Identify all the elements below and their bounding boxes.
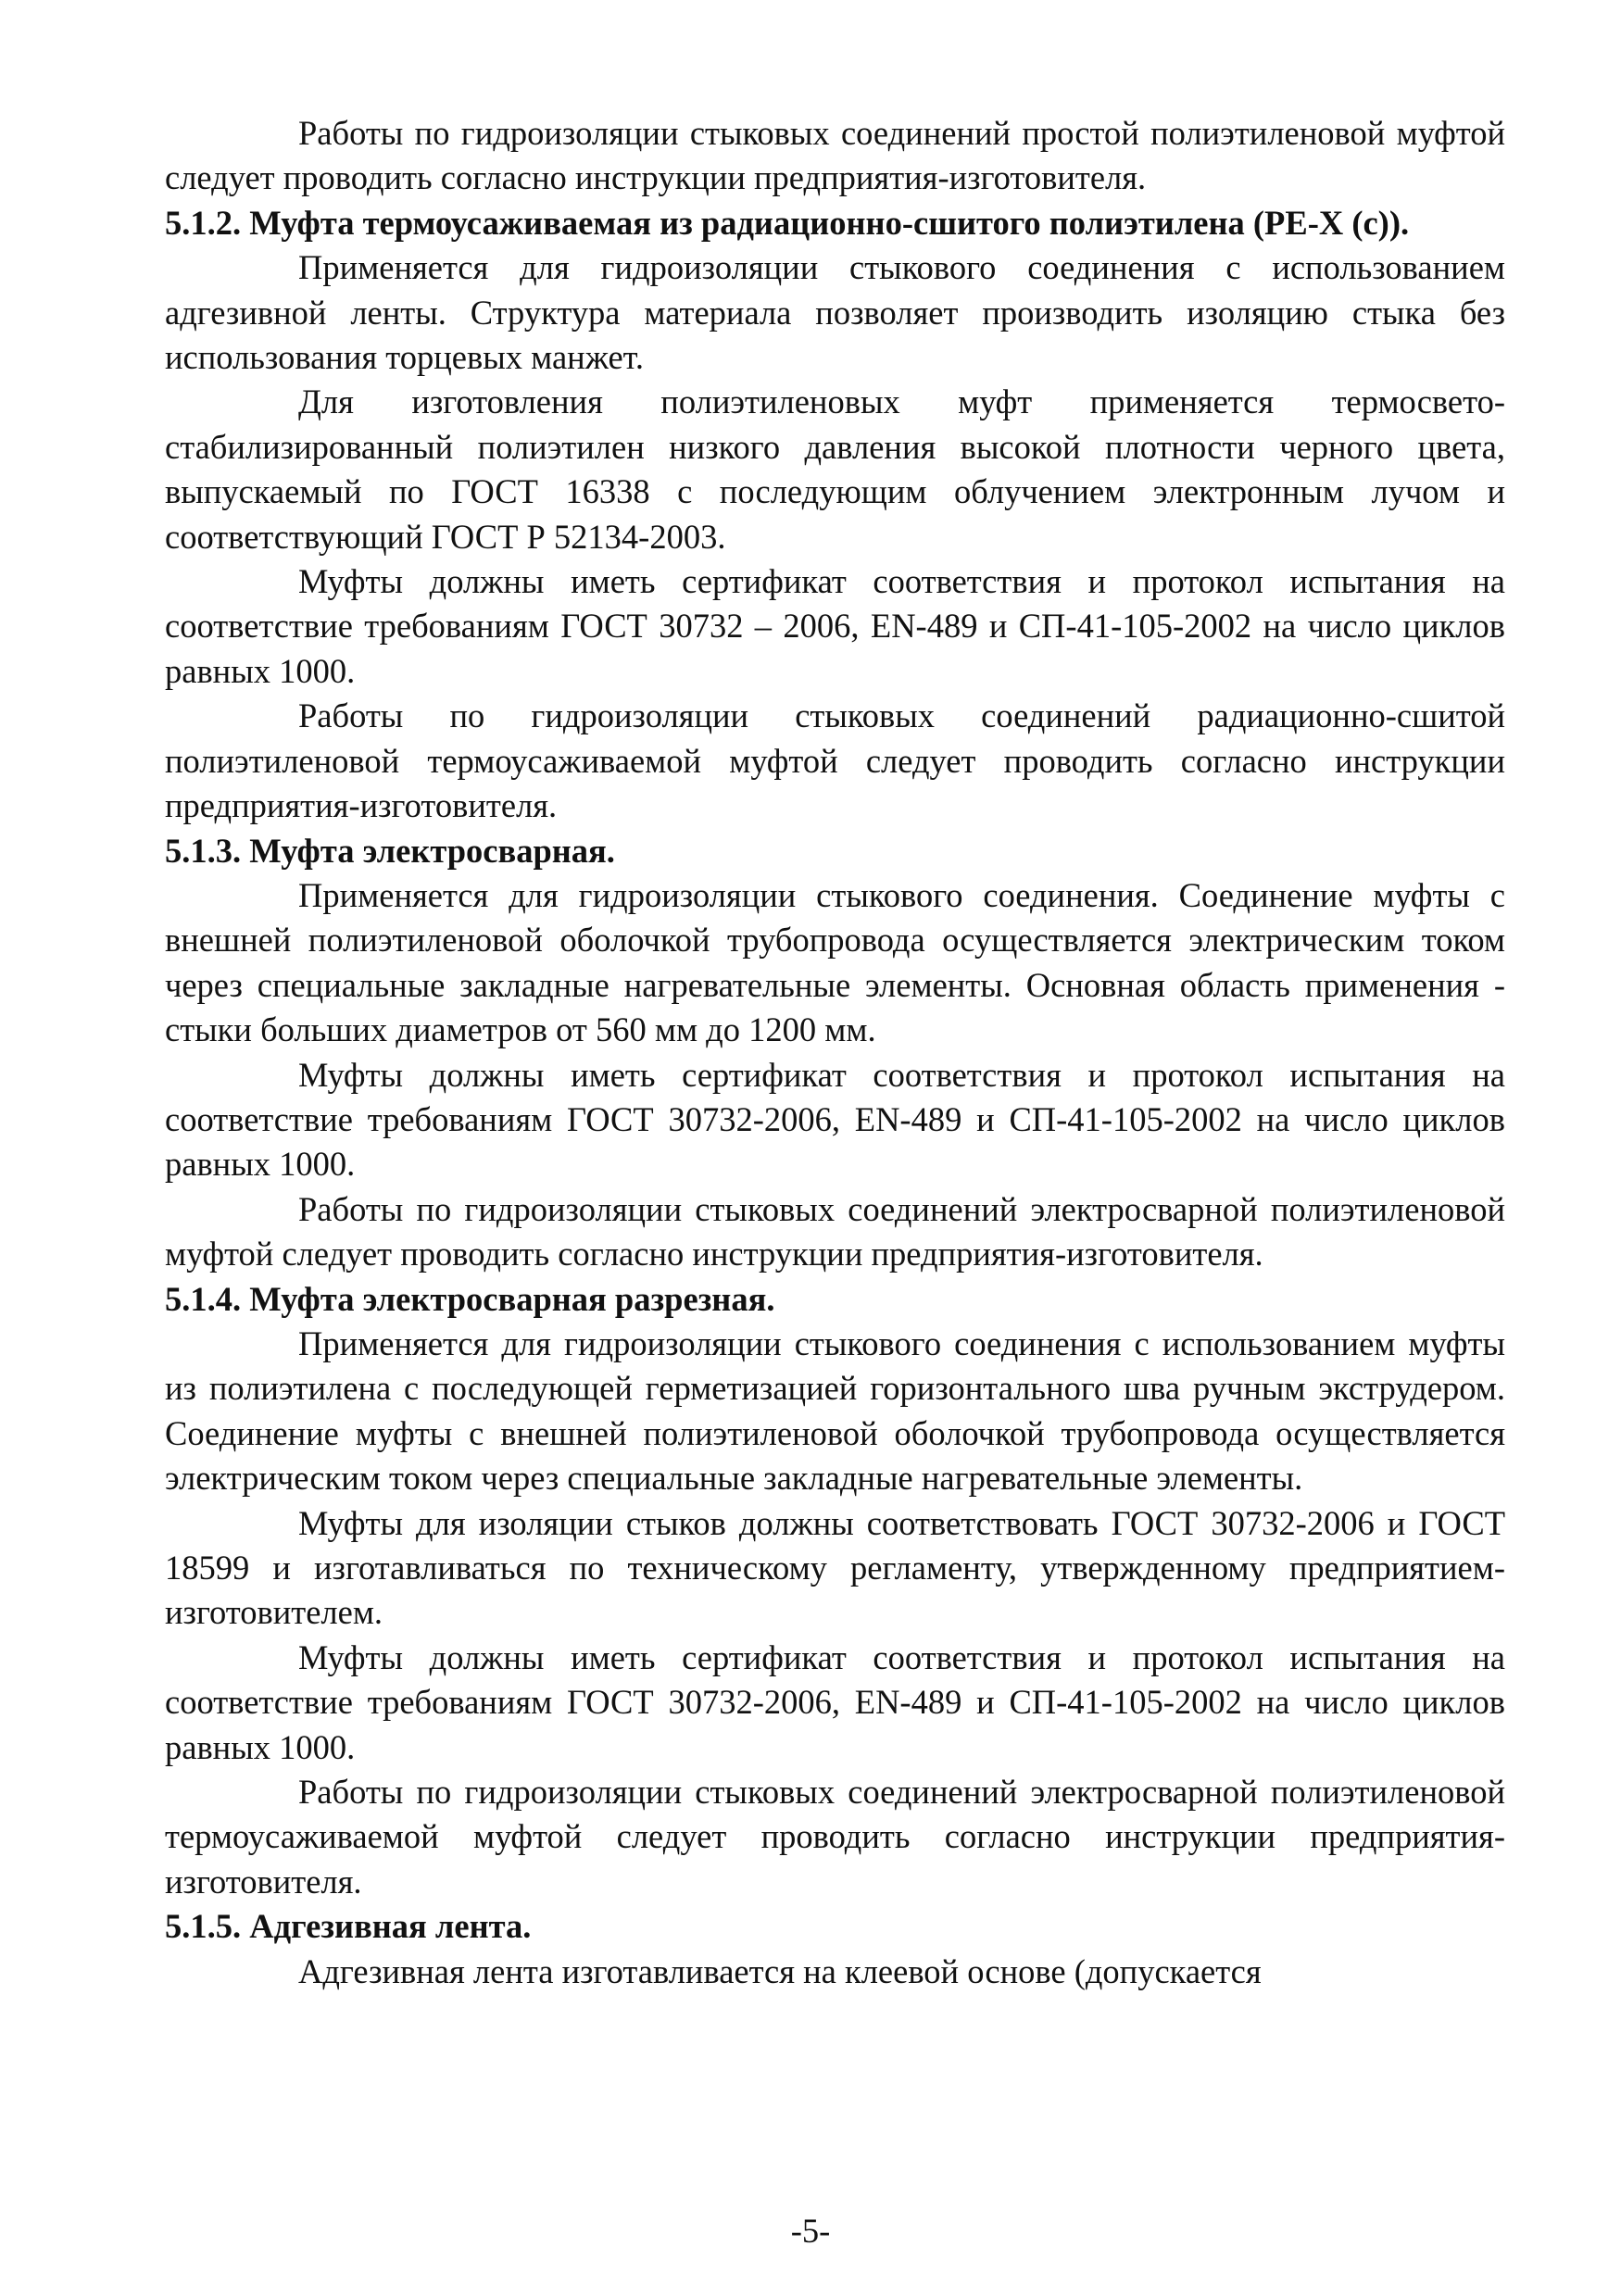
paragraph: Работы по гидроизоляции стыковых соединений электросварной полиэтиленовой муфтой следует проводить согласно инструкции предприятия-изготовителя.: [165, 1189, 1505, 1273]
paragraph: Применяется для гидроизоляции стыкового соединения с использованием адгезивной ленты. Структура материала позволяет производить изоляцию стыка без использования торцевых манжет.: [165, 248, 1505, 377]
section-heading-5-1-2: 5.1.2. Муфта термоусаживаемая из радиационно-сшитого полиэтилена (PE-X (c)).: [165, 203, 1410, 242]
section-heading-5-1-4: 5.1.4. Муфта электросварная разрезная.: [165, 1279, 775, 1318]
paragraph: Муфты должны иметь сертификат соответствия и протокол испытания на соответствие требованиям ГОСТ 30732-2006, EN-489 и СП-41-105-2002 на число циклов равных 1000.: [165, 1055, 1505, 1184]
paragraph: Для изготовления полиэтиленовых муфт применяется термосвето-стабилизированный полиэтилен низкого давления высокой плотности черного цвета, выпускаемый по ГОСТ 16338 с последующим облучением электронным лучом и соответствующий ГОСТ Р 52134-2003.: [165, 383, 1505, 556]
paragraph: Муфты должны иметь сертификат соответствия и протокол испытания на соответствие требованиям ГОСТ 30732 – 2006, EN-489 и СП-41-105-2002 на число циклов равных 1000.: [165, 562, 1505, 690]
paragraph: Применяется для гидроизоляции стыкового соединения. Соединение муфты с внешней полиэтиленовой оболочкой трубопровода осуществляется электрическим током через специальные закладные нагревательные элементы. Основная область применения - стыки больших диаметров от 560 мм до 1200 мм.: [165, 875, 1505, 1049]
page-number: -5-: [790, 2212, 831, 2250]
paragraph: Работы по гидроизоляции стыковых соединений электросварной полиэтиленовой термоусаживаемой муфтой следует проводить согласно инструкции предприятия-изготовителя.: [165, 1773, 1505, 1901]
paragraph: Муфты должны иметь сертификат соответствия и протокол испытания на соответствие требованиям ГОСТ 30732-2006, EN-489 и СП-41-105-2002 на число циклов равных 1000.: [165, 1637, 1505, 1766]
section-heading-5-1-5: 5.1.5. Адгезивная лента.: [165, 1907, 532, 1946]
paragraph: Применяется для гидроизоляции стыкового соединения с использованием муфты из полиэтилена с последующей герметизацией горизонтального шва ручным экструдером. Соединение муфты с внешней полиэтиленовой оболочкой трубопровода осуществляется электрическим током через специальные закладные нагревательные элементы.: [165, 1324, 1505, 1498]
paragraph: Работы по гидроизоляции стыковых соединений радиационно-сшитой полиэтиленовой термоусаживаемой муфтой следует проводить согласно инструкции предприятия-изготовителя.: [165, 696, 1505, 825]
paragraph: Муфты для изоляции стыков должны соответствовать ГОСТ 30732-2006 и ГОСТ 18599 и изготавливаться по техническому регламенту, утвержденному предприятием-изготовителем.: [165, 1503, 1505, 1632]
paragraph: Работы по гидроизоляции стыковых соединений простой полиэтиленовой муфтой следует проводить согласно инструкции предприятия-изготовителя.: [165, 114, 1505, 197]
paragraph: Адгезивная лента изготавливается на клеевой основе (допускается: [298, 1951, 1262, 1990]
document-page: [165, 111, 1505, 1994]
section-heading-5-1-3: 5.1.3. Муфта электросварная.: [165, 831, 615, 870]
